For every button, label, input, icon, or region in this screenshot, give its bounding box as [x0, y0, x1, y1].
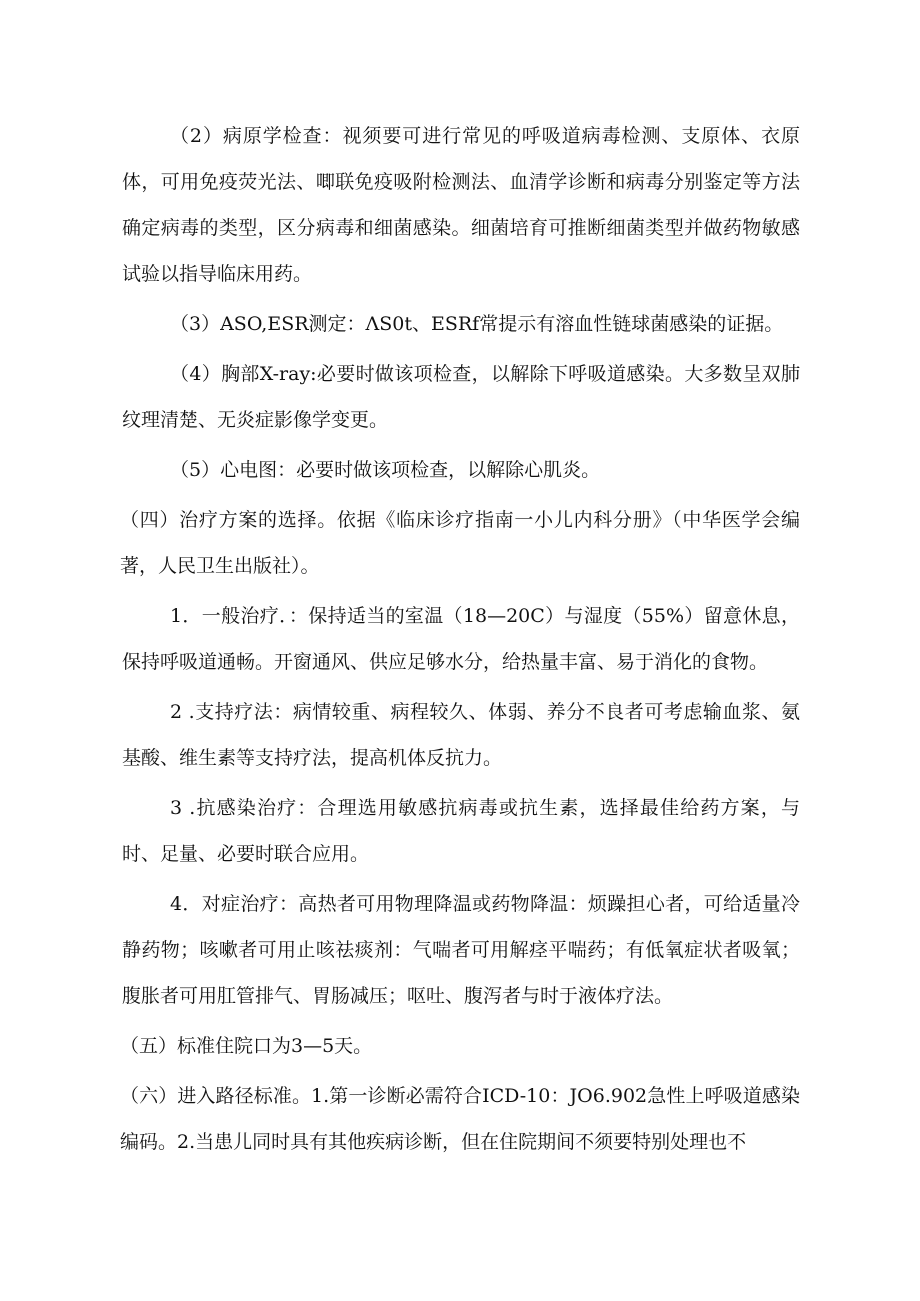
document-body [122, 113, 800, 1165]
paragraph-treatment-plan: （四）治疗方案的选择。依据《临床诊疗指南一小儿内科分册》（中华医学会编著，人民卫生出版社）。 [120, 509, 800, 577]
paragraph-symptomatic: 4．对症治疗：高热者可用物理降温或药物降温：烦躁担心者，可给适量冷静药物；咳嗽者可用止咳祛痰剂：气喘者可用解痉平喘药；有低氧症状者吸氧；腹胀者可用肛管排气、胃肠减压；呕吐、腹泻者与时于液体疗法。 [122, 893, 800, 1007]
paragraph-aso-esr: （3）ASO,ESR测定：ΛS0t、ESRf常提示有溶血性链球菌感染的证据。 [170, 313, 784, 335]
paragraph-pathogen-exam: （2）病原学检查：视须要可进行常见的呼吸道病毒检测、支原体、衣原体，可用免疫荧光法、唧联免疫吸附检测法、血清学诊断和病毒分别鉴定等方法确定病毒的类型，区分病毒和细菌感染。细菌培育可推断细菌类型并做药物敏感试验以指导临床用药。 [122, 125, 800, 285]
paragraph-general-treatment: 1．一般治疗．：保持适当的室温（18—20C）与湿度（55%）留意休息，保持呼吸道通畅。开窗通风、供应足够水分，给热量丰富、易于消化的食物。 [122, 605, 800, 673]
paragraph-hospital-stay: （五）标准住院口为3—5天。 [120, 1035, 373, 1057]
paragraph-ecg: （5）心电图：必要时做该项检查，以解除心肌炎。 [170, 459, 601, 481]
paragraph-supportive-therapy: 2 .支持疗法：病情较重、病程较久、体弱、养分不良者可考虑输血浆、氨基酸、维生素等支持疗法，提高机体反抗力。 [122, 701, 800, 769]
paragraph-chest-xray: （4）胸部X-ray:必要时做该项检查，以解除下呼吸道感染。大多数呈双肺纹理清楚、无炎症影像学变更。 [122, 363, 800, 431]
paragraph-anti-infection: 3 .抗感染治疗：合理选用敏感抗病毒或抗生素，选择最佳给药方案，与时、足量、必要时联合应用。 [122, 797, 800, 865]
paragraph-entry-criteria: （六）进入路径标准。1.第一诊断必需符合ICD-10：JO6.902急性上呼吸道感染编码。2.当患儿同时具有其他疾病诊断，但在住院期间不须要特别处理也不 [120, 1085, 800, 1153]
